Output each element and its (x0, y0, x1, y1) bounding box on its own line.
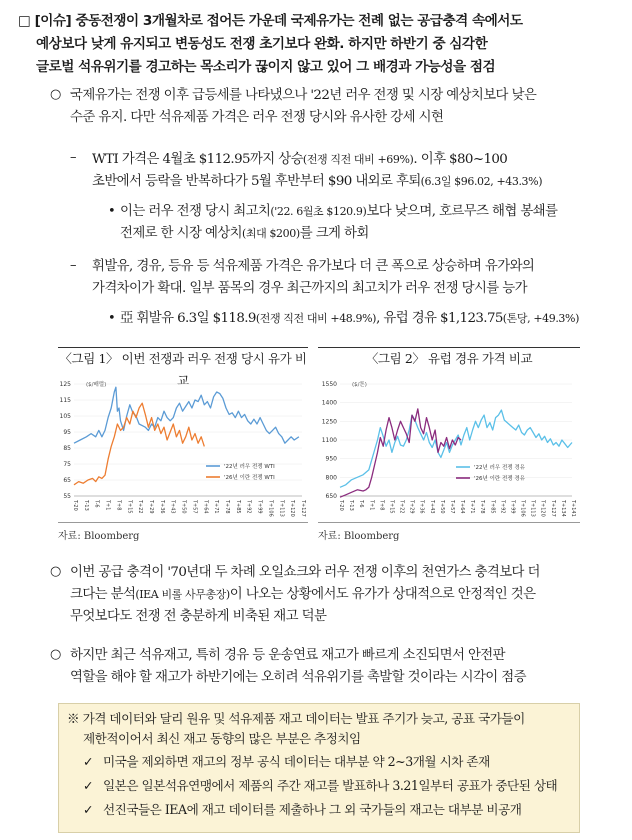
y-tick-label: 950 (325, 455, 337, 463)
dash-bullet: – (70, 258, 77, 273)
x-tick-label: T+99 (509, 500, 516, 514)
x-tick-label: T+106 (519, 500, 526, 517)
x-tick-label: T+15 (126, 500, 133, 514)
x-tick-label: T+57 (448, 500, 455, 514)
y-tick-label: 1250 (321, 418, 337, 426)
y-tick-label: 1550 (321, 381, 337, 388)
header-line-3: 글로벌 석유위기를 경고하는 목소리가 끊이지 않고 있어 그 배경과 가능성을 점검 (36, 59, 496, 75)
p2-line-3: 무엇보다도 전쟁 전 충분하게 비축된 재고 덕분 (70, 609, 327, 624)
dot-bullet: • (108, 204, 116, 219)
x-tick-label: T+22 (137, 500, 144, 514)
x-tick-label: T+92 (499, 500, 506, 514)
x-tick-label: T-20 (72, 500, 78, 511)
legend-label: '22년 러우 전쟁 WTI (224, 464, 275, 470)
x-tick-label: T+106 (267, 500, 274, 517)
d2-line-2: 가격차이가 확대. 일부 품목의 경우 최근까지의 최고치가 러우 전쟁 당시를 능가 (92, 281, 527, 296)
series-line (74, 403, 204, 485)
x-tick-label: T+71 (469, 500, 476, 514)
y-tick-label: 65 (63, 477, 71, 484)
x-tick-label: T+50 (180, 500, 187, 514)
issue-header (18, 10, 618, 79)
y-tick-label: 650 (325, 493, 337, 500)
d1-line-2: 초반에서 등락을 반복하다가 5월 후반부터 $90 내외로 후퇴(6.3일 $96.02, +43.3%) (92, 174, 543, 189)
x-tick-label: T+92 (245, 500, 252, 514)
figure-2-title: 〈그림 2〉 유럽 경유 가격 비교 (365, 351, 533, 366)
d1-line-1: WTI 가격은 4월초 $112.95까지 상승(전쟁 직전 대비 +69%). 이후 $80~100 (92, 152, 508, 167)
x-tick-label: T+127 (300, 500, 306, 517)
x-tick-label: T+22 (398, 500, 405, 514)
y-tick-label: 55 (63, 493, 71, 500)
dot-bullet: • (108, 311, 116, 326)
x-tick-label: T+120 (289, 500, 296, 517)
s1-line-2: 전제로 한 시장 예상치(최대 $200)를 크게 하회 (120, 226, 369, 241)
y-tick-label: 1100 (321, 437, 337, 444)
y-tick-label: 105 (59, 413, 71, 420)
y-tick-label: 115 (59, 397, 71, 404)
x-tick-label: T+141 (570, 500, 576, 517)
circle-bullet: ○ (50, 564, 62, 579)
figure-2-source: 자료: Bloomberg (318, 531, 400, 542)
y-unit-label: ($/배럴) (86, 382, 107, 388)
y-tick-label: 85 (63, 445, 71, 452)
legend-label: '26년 이란 전쟁 경유 (474, 476, 525, 482)
y-tick-label: 800 (325, 474, 337, 482)
p3-line-2: 역할을 해야 할 재고가 하반기에는 오히려 석유위기를 촉발할 것이라는 시각이 점증 (70, 670, 526, 685)
check-icon: ✓ (83, 754, 94, 769)
header-line-2: 예상보다 낮게 유지되고 변동성도 전쟁 초기보다 완화. 하지만 하반기 중 심각한 (36, 36, 488, 52)
x-tick-label: T+15 (388, 500, 395, 514)
header-line-1: □ [이슈] 중동전쟁이 3개월차로 접어든 가운데 국제유가는 전례 없는 공급충격 속에서도 (18, 13, 523, 29)
figure-1-chart (58, 372, 308, 522)
x-tick-label: T+99 (256, 500, 263, 514)
legend-label: '26년 이란 전쟁 WTI (224, 475, 275, 481)
x-tick-label: T+113 (529, 500, 536, 517)
x-tick-label: T+8 (378, 500, 385, 511)
dash-bullet: – (70, 150, 77, 165)
x-tick-label: T+71 (213, 500, 220, 514)
series-line (340, 410, 572, 487)
x-tick-label: T+43 (428, 500, 435, 514)
note-line-2: 제한적이어서 최신 재고 동향의 많은 부분은 추정치임 (83, 731, 361, 746)
note-check-3: 선진국들은 IEA에 재고 데이터를 제출하나 그 외 국가들의 재고는 대부분 비공개 (103, 802, 522, 817)
legend-label: '22년 러우 전쟁 경유 (474, 465, 525, 471)
x-tick-label: T+36 (158, 500, 165, 514)
p2-line-1: 이번 공급 충격이 '70년대 두 차례 오일쇼크와 러우 전쟁 이후의 천연가스 충격보다 더 (70, 565, 540, 580)
note-line-1: ※ 가격 데이터와 달리 원유 및 석유제품 재고 데이터는 발표 주기가 늦고, 공표 국가들이 (67, 711, 525, 726)
x-tick-label: T+43 (169, 500, 176, 514)
x-tick-label: T+120 (539, 500, 546, 517)
x-tick-label: T+1 (104, 500, 111, 511)
x-tick-label: T+29 (408, 500, 415, 514)
check-icon: ✓ (83, 778, 94, 793)
p3-line-1: 하지만 최근 석유재고, 특히 경유 등 운송연료 재고가 빠르게 소진되면서 안전판 (70, 648, 505, 663)
p2-line-2: 크다는 분석(IEA 비롤 사무총장)이 나오는 상황에서도 유가가 상대적으로 안정적인 것은 (70, 587, 536, 602)
x-tick-label: T+78 (479, 500, 486, 514)
y-tick-label: 1400 (321, 399, 337, 407)
x-tick-label: T+134 (559, 500, 566, 517)
x-tick-label: T+50 (438, 500, 445, 514)
figure-1-source: 자료: Bloomberg (58, 531, 140, 542)
x-tick-label: T+1 (368, 500, 375, 511)
d2-line-1: 휘발유, 경유, 등유 등 석유제품 가격은 유가보다 더 큰 폭으로 상승하며 유가와의 (92, 259, 535, 274)
p1-line-1: 국제유가는 전쟁 이후 급등세를 나타냈으나 '22년 러우 전쟁 및 시장 예상치보다 낮은 (70, 88, 537, 103)
x-tick-label: T+78 (224, 500, 230, 514)
x-tick-label: T-6 (93, 500, 100, 508)
note-check-1: 미국을 제외하면 재고의 정부 공식 데이터는 대부분 약 2~3개월 시차 존재 (103, 754, 490, 769)
x-tick-label: T+29 (148, 500, 154, 514)
y-unit-label: ($/톤) (352, 382, 367, 388)
x-tick-label: T+85 (234, 500, 241, 514)
x-tick-label: T-13 (348, 500, 355, 511)
figure-2-chart (318, 372, 580, 522)
y-tick-label: 95 (63, 429, 71, 436)
x-tick-label: T-6 (358, 500, 365, 508)
s2-line-1: 亞 휘발유 6.3일 $118.9(전쟁 직전 대비 +48.9%), 유럽 경유 $1,123.75(톤당, +49.3%) (120, 311, 579, 326)
x-tick-label: T+64 (459, 500, 466, 514)
x-tick-label: T+85 (489, 500, 496, 514)
x-tick-label: T+36 (418, 500, 425, 514)
y-tick-label: 75 (63, 461, 71, 468)
p1-line-2: 수준 유지. 다만 석유제품 가격은 러우 전쟁 당시와 유사한 강세 시현 (70, 110, 444, 125)
x-tick-label: T+64 (202, 500, 209, 514)
s1-line-1: 이는 러우 전쟁 당시 최고치('22. 6월초 $120.9)보다 낮으며, 호르무즈 해협 봉쇄를 (120, 204, 558, 219)
check-icon: ✓ (83, 802, 94, 817)
note-check-2: 일본은 일본석유연맹에서 제품의 주간 재고를 발표하나 3.21일부터 공표가 중단된 상태 (103, 778, 558, 793)
x-tick-label: T+113 (278, 500, 285, 517)
x-tick-label: T-20 (338, 500, 344, 511)
x-tick-label: T+57 (191, 500, 198, 514)
x-tick-label: T+8 (115, 500, 122, 511)
circle-bullet: ○ (50, 87, 62, 102)
x-tick-label: T-13 (82, 500, 89, 511)
figure-1-title: 〈그림 1〉 이번 전쟁과 러우 전쟁 당시 유가 비교 (59, 351, 307, 388)
circle-bullet: ○ (50, 647, 62, 662)
y-tick-label: 125 (59, 381, 71, 388)
x-tick-label: T+127 (549, 500, 556, 517)
note-box (58, 703, 580, 833)
